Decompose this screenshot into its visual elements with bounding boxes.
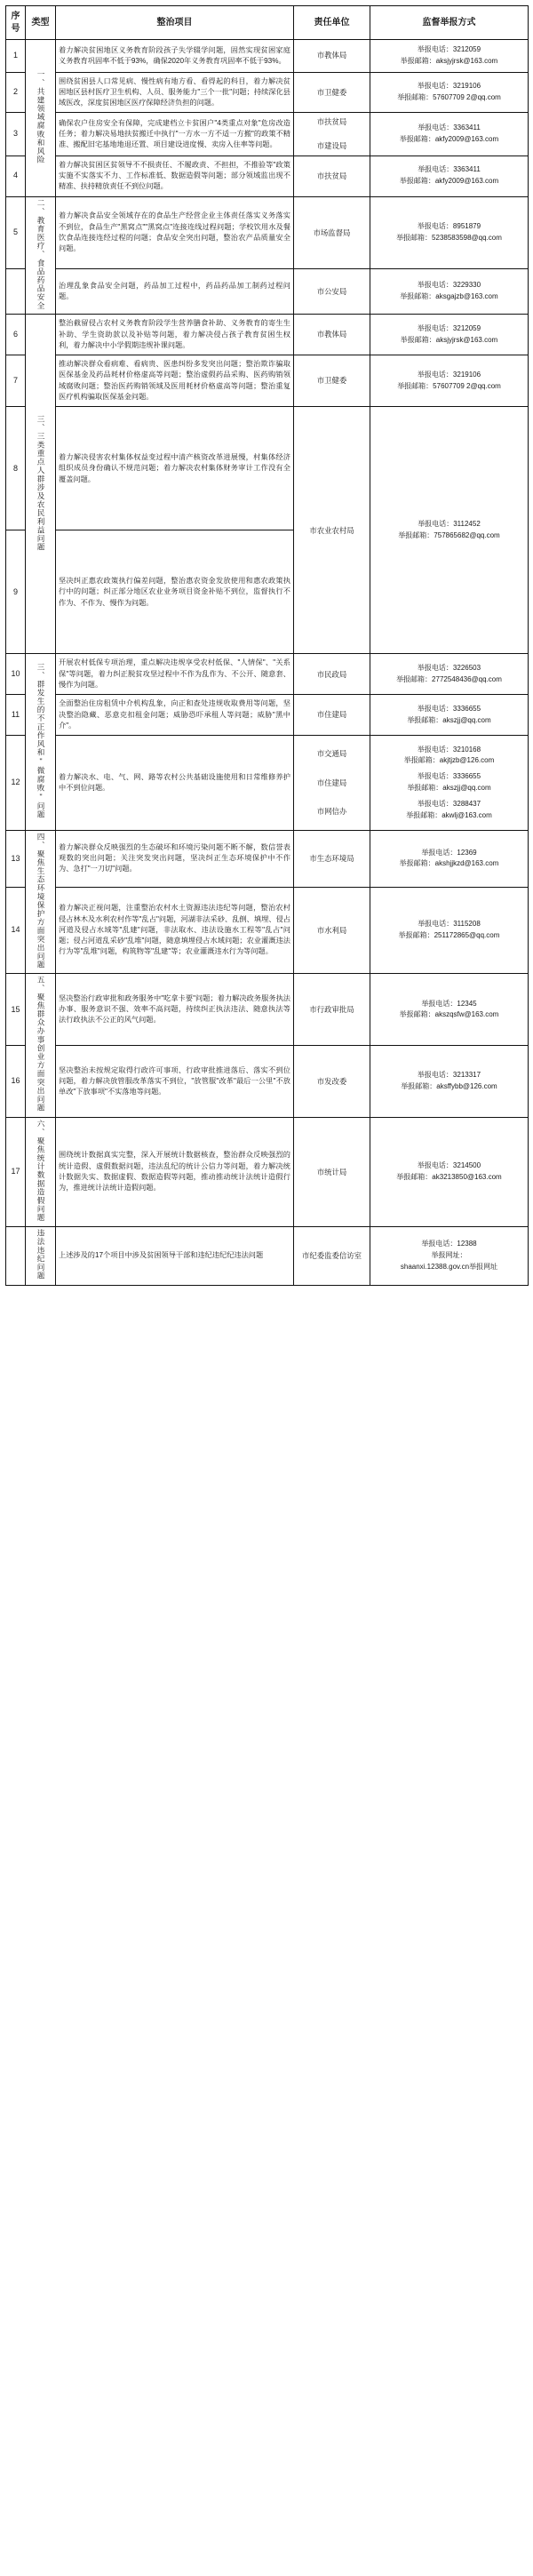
report-phone: 举报电话：12345	[421, 999, 477, 1008]
row-supervision	[370, 654, 529, 695]
unit-line: 市网信办	[316, 807, 347, 817]
row-category	[26, 315, 56, 654]
report-phone: 举报电话：8951879	[417, 222, 481, 231]
row-item: 开展农村低保专项治理，重点解决违规享受农村低保、"人情保"、"关系保"等问题，着力纠正脱贫攻坚过程中不作为乱作为、不公开、随意套、慢作为问题。	[56, 654, 294, 695]
unit-line: 市建设局	[316, 141, 347, 151]
report-email: 举报邮箱：57607709 2@qq.com	[397, 381, 501, 390]
report-phone: 举报电话：3115208	[418, 920, 481, 929]
row-unit: 市发改委	[294, 1046, 370, 1118]
report-phone: 举报电话：3288437	[417, 799, 481, 808]
row-category-label: 五、聚焦群众办事创业方面突出问题	[36, 976, 45, 1113]
table-row	[6, 113, 529, 156]
row-item: 着力解决水、电、气、网、路等农村公共基础设施使用和日常维修养护中不到位问题。	[56, 736, 294, 831]
table-row	[6, 1046, 529, 1118]
row-unit	[294, 736, 370, 831]
report-email: 举报邮箱：akshjjkzd@163.com	[399, 859, 499, 868]
row-supervision	[370, 974, 529, 1046]
row-unit: 市住建局	[294, 695, 370, 736]
row-category-label: 六、聚焦统计数据造假问题	[36, 1119, 45, 1223]
report-phone: 举报电话：12369	[421, 848, 477, 857]
row-index: 10	[6, 654, 26, 695]
row-item: 着力解决正视问题，注重整治农村水土资源违法违纪等问题，整治农村侵占林木及水利农村作等"乱占"问题，河湖非法采砂、乱倒、填埋、侵占河道及侵占水域等"乱建"问题，非法取水、违法设施水工程等"乱占"问题；侵占河道乱采砂"乱堆"问题，随意填埋侵占水域问题；农业灌溉违法行为等"乱堆"问题，构筑物等"乱建"等；农业灌溉违水行为等问题。	[56, 887, 294, 974]
unit-line: 市住建局	[316, 778, 347, 787]
row-unit: 市教体局	[294, 315, 370, 355]
row-item: 着力解决群众反映强烈的生态破坏和环境污染问题不断不解，数信誉表观数的突出问题；关注突发突出问题，坚决纠正生态环境保护中不作为、急打"一刀切"问题。	[56, 830, 294, 887]
row-unit: 市农业农村局	[294, 407, 370, 654]
unit-line: 市扶贫局	[316, 117, 347, 127]
row-supervision	[370, 72, 529, 113]
row-supervision	[370, 40, 529, 73]
row-index: 15	[6, 974, 26, 1046]
row-index: 8	[6, 407, 26, 530]
report-email: 举报邮箱：5238583598@qq.com	[396, 233, 502, 242]
row-unit: 市卫健委	[294, 72, 370, 113]
report-phone: 举报电话：3219106	[417, 82, 481, 91]
report-phone: 举报电话：3363411	[418, 124, 481, 132]
table-row	[6, 1117, 529, 1226]
table-body	[6, 40, 529, 1286]
row-index: 1	[6, 40, 26, 73]
row-item: 整治截留侵占农村义务教育阶段学生营养膳食补助、义务教育的寄生生补助、学生资助款以及补贴等问题，着力解决侵占孩子教育贫困生权利，着力解决中小学假期违规补课问题。	[56, 315, 294, 355]
row-supervision	[370, 1227, 529, 1285]
table-row	[6, 72, 529, 113]
row-item: 治理乱象食品安全问题，药品加工过程中，药品药品加工制药过程问题。	[56, 269, 294, 315]
row-category-label: 三、群发生的不正作风和"微腐败"问题	[36, 662, 45, 819]
row-index: 17	[6, 1117, 26, 1226]
row-category	[26, 1117, 56, 1226]
table-row	[6, 974, 529, 1046]
report-website-label: 举报网址：	[431, 1250, 467, 1259]
row-item: 全面整治住房租赁中介机构乱象，向正和查处违规收取费用等问题，坚决整治隐藏、恶意克扣租金问题；威胁恐吓承租人等问题；威胁"黑中介"。	[56, 695, 294, 736]
report-email: 举报邮箱：aksjyjrsk@163.com	[400, 56, 498, 65]
row-supervision	[370, 736, 529, 831]
row-category	[26, 974, 56, 1117]
report-phone: 举报电话：3336655	[417, 772, 481, 781]
row-unit: 市统计局	[294, 1117, 370, 1226]
report-email: 举报邮箱：2772548436@qq.com	[396, 674, 502, 683]
row-category-label: 一、共建领域腐败和风险	[36, 69, 45, 164]
row-item: 坚决整治未按规定取得行政许可事项、行政审批推进落后、落实不到位问题，着力解决放管服改革落实不到位，"放管服"改革"最后一公里"不放单改"下放事项"不实落地等问题。	[56, 1046, 294, 1118]
row-supervision	[370, 407, 529, 654]
report-phone: 举报电话：12388	[421, 1240, 477, 1248]
table-row	[6, 887, 529, 974]
row-index: 9	[6, 530, 26, 654]
report-phone: 举报电话：3212059	[417, 323, 481, 332]
table-header-row	[6, 6, 529, 40]
row-unit: 市卫健委	[294, 355, 370, 407]
row-item: 推动解决群众看病难、看病贵、医患纠纷多发突出问题；整治欺诈骗取医保基金及药品耗材价格虚高等问题；整治虚假药品采购、医药购销领域腐败问题；整治医药购销领域及医用耗材价格虚高等问题；整治重复医疗机构骗取医保基金问题。	[56, 355, 294, 407]
header-index: 序号	[6, 6, 26, 40]
row-index: 12	[6, 736, 26, 831]
row-supervision	[370, 1046, 529, 1118]
row-index: 2	[6, 72, 26, 113]
row-category	[26, 830, 56, 973]
report-phone: 举报电话：3212059	[417, 45, 481, 53]
row-item: 着力解决贫困区贫领导不不损责任、不履政责、不担担，不推验等"政策实施不实落实不力、工作标准低、数据造假等问题；部分领域监出现不精准、扶持精放责任不到位问题。	[56, 156, 294, 196]
row-category	[26, 40, 56, 197]
row-item: 围绕贫困县人口常见病、慢性病有地方看、看得起的科目，着力解决贫困地区县村医疗卫生机构、人员、服务能力"三个一批"问题；持续深化县域医改，深度贫困地区医疗保障经济负担的问题。	[56, 72, 294, 113]
row-supervision	[370, 156, 529, 196]
row-index: 4	[6, 156, 26, 196]
report-website: shaanxi.12388.gov.cn举报网址	[400, 1262, 498, 1271]
row-index: 13	[6, 830, 26, 887]
row-unit: 市民政局	[294, 654, 370, 695]
report-email: 举报邮箱：ak3213850@163.com	[396, 1172, 502, 1181]
row-supervision	[370, 113, 529, 156]
report-phone: 举报电话：3363411	[418, 165, 481, 174]
row-item: 上述涉及的17个项目中涉及贫困领导干部和违纪违纪纪违法问题	[56, 1227, 294, 1285]
report-phone: 举报电话：3226503	[417, 664, 481, 672]
row-index	[6, 1227, 26, 1285]
row-category	[26, 654, 56, 831]
report-email: 举报邮箱：aksgajzb@163.com	[400, 292, 498, 301]
row-unit: 市行政审批局	[294, 974, 370, 1046]
row-unit: 市水利局	[294, 887, 370, 974]
report-phone: 举报电话：3219106	[417, 370, 481, 379]
row-category	[26, 196, 56, 315]
header-unit: 责任单位	[294, 6, 370, 40]
report-phone: 举报电话：3213317	[417, 1071, 481, 1080]
rectification-table	[5, 5, 529, 1286]
report-email: 举报邮箱：akjtjzb@126.com	[403, 756, 495, 765]
report-email: 举报邮箱：57607709 2@qq.com	[397, 93, 501, 102]
row-unit: 市生态环境局	[294, 830, 370, 887]
row-supervision	[370, 830, 529, 887]
row-supervision	[370, 196, 529, 268]
row-index: 5	[6, 196, 26, 268]
table-row	[6, 40, 529, 73]
row-unit: 市公安局	[294, 269, 370, 315]
row-category-label: 二、教育医疗、食品药品安全	[36, 198, 45, 310]
report-email: 举报邮箱：251172865@qq.com	[398, 931, 500, 940]
row-unit: 市扶贫局	[294, 156, 370, 196]
header-category: 类型	[26, 6, 56, 40]
table-row	[6, 315, 529, 355]
header-supervision: 监督举报方式	[370, 6, 529, 40]
row-supervision	[370, 355, 529, 407]
report-phone: 举报电话：3214500	[417, 1161, 481, 1170]
table-row	[6, 830, 529, 887]
row-supervision	[370, 695, 529, 736]
row-supervision	[370, 269, 529, 315]
report-email: 举报邮箱：akfy2009@163.com	[399, 135, 499, 144]
report-email: 举报邮箱：aksffybb@126.com	[401, 1082, 497, 1091]
row-supervision	[370, 887, 529, 974]
row-category-label: 三、三类重点人群涉及农民利益问题	[36, 414, 45, 552]
row-item: 着力解决侵害农村集体权益变过程中清产核资改革进展慢，村集体经济组织成员身份确认不规范问题；着力解决农村集体财务审计工作没有全覆盖问题。	[56, 407, 294, 530]
report-email: 举报邮箱：akszjj@qq.com	[407, 715, 491, 724]
report-phone: 举报电话：3229330	[417, 281, 481, 290]
row-unit: 市纪委监委信访室	[294, 1227, 370, 1285]
row-supervision	[370, 315, 529, 355]
table-row	[6, 355, 529, 407]
report-phone: 举报电话：3112452	[418, 520, 481, 529]
row-supervision	[370, 1117, 529, 1226]
row-index	[6, 269, 26, 315]
report-phone: 举报电话：3210168	[417, 745, 481, 754]
report-email: 举报邮箱：akfy2009@163.com	[399, 177, 499, 186]
row-unit: 市场监督局	[294, 196, 370, 268]
table-row	[6, 156, 529, 196]
report-email: 举报邮箱：akszqsfw@163.com	[399, 1010, 499, 1019]
row-category	[26, 1227, 56, 1285]
table-row	[6, 736, 529, 831]
table-row	[6, 654, 529, 695]
report-phone: 举报电话：3336655	[417, 704, 481, 713]
row-item: 坚决纠正惠农政策执行偏差问题，整治惠农资金发放使用和惠农政策执行中的问题；纠正部分地区农业业务项目资金补贴不到位，监督执行不作为、不作为、慢作为问题。	[56, 530, 294, 654]
row-unit: 市教体局	[294, 40, 370, 73]
header-item: 整治项目	[56, 6, 294, 40]
row-category-label: 违法违纪问题	[36, 1229, 45, 1280]
row-index: 7	[6, 355, 26, 407]
row-category-label: 四、聚焦生态环境保护方面突出问题	[36, 832, 45, 969]
row-index: 3	[6, 113, 26, 156]
row-item: 着力解决食品安全领域存在的食品生产经营企业主体责任落实义务落实不到位，食品生产"黑窝点""黑窝点"连接连线过程问题；学校饮用水及餐饮食品连接连经过程的问题；食品安全突出问题，整治农产品质量安全问题。	[56, 196, 294, 268]
row-index: 14	[6, 887, 26, 974]
row-item: 确保农户住房安全有保障，完成建档立卡贫困户"4类重点对象"危房改造任务；着力解决易地扶贫搬迁中执行"一方水一方不适一方搬"的政策不精准、搬配旧宅基地地退还置、项目建设进度慢、卖房入住率等问题。	[56, 113, 294, 156]
report-email: 举报邮箱：757865682@qq.com	[398, 530, 500, 539]
row-index: 16	[6, 1046, 26, 1118]
table-row	[6, 269, 529, 315]
row-item: 坚决整治行政审批和政务服务中"吃拿卡要"问题；着力解决政务服务执法办事、服务意识不强、效率不高问题，持续纠正执法违法、随意执法等法行政执法不公正的风气问题。	[56, 974, 294, 1046]
row-unit	[294, 113, 370, 156]
report-email: 举报邮箱：akwlj@163.com	[406, 810, 492, 819]
report-email: 举报邮箱：aksjyjrsk@163.com	[400, 335, 498, 344]
unit-line: 市交通局	[316, 749, 347, 759]
report-email: 举报邮箱：akszjj@qq.com	[407, 784, 491, 793]
table-row	[6, 695, 529, 736]
table-row	[6, 1227, 529, 1285]
row-index: 6	[6, 315, 26, 355]
table-row	[6, 407, 529, 530]
row-index: 11	[6, 695, 26, 736]
row-item: 着力解决贫困地区义务教育阶段孩子失学辍学问题，固然实现贫困家庭义务教育巩固率不低于93%，确保2020年义务教育巩固率不低于93%。	[56, 40, 294, 73]
row-item: 围绕统计数据真实完整，深入开展统计数据核查，整治群众反映强烈的统计造假、虚假数据问题，违法乱纪的统计公信力等问题，着力解决统计数据失实、数据虚假、数据造假等问题，推动推动统计法统计造假行为，推进统计法统计造假问题。	[56, 1117, 294, 1226]
table-row	[6, 196, 529, 268]
